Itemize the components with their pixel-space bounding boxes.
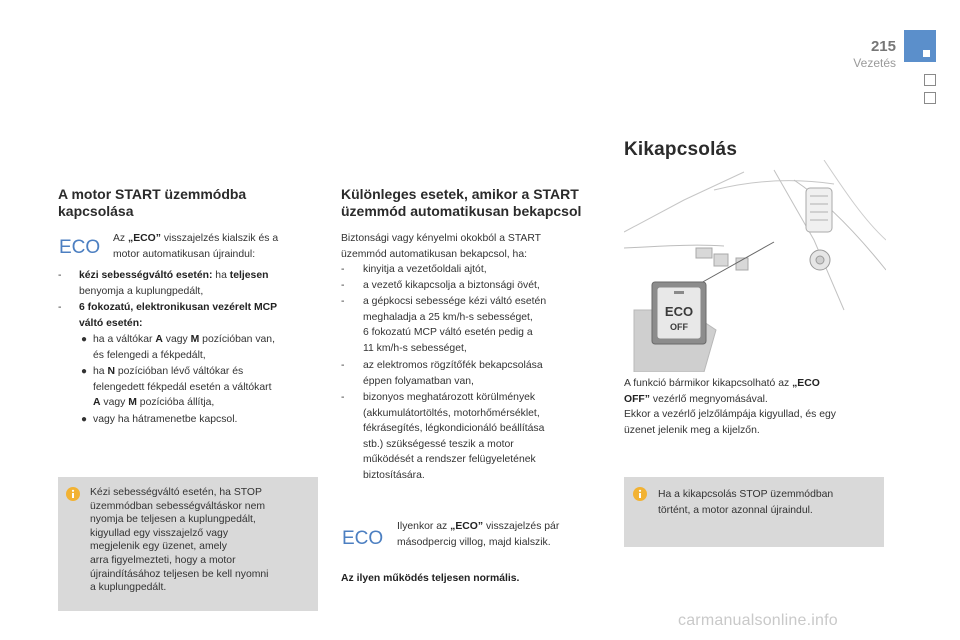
dash: - bbox=[341, 296, 345, 307]
col2-item-5: bizonyos meghatározott körülmények (akkumulátortöltés, motorhőmérséklet, fékrásegítés, légkondicionáló beállítása stb.) szükségessé teszik a motor működését a rendszer felügyeletének biztosítására. bbox=[363, 392, 545, 481]
col3-info-text: Ha a kikapcsolás STOP üzemmódban történt, a motor azonnal újraindul. bbox=[658, 489, 834, 516]
bullet: ● bbox=[81, 334, 88, 345]
dash: - bbox=[341, 392, 345, 403]
col2-item-2: a vezető kikapcsolja a biztonsági övét, bbox=[363, 280, 540, 291]
dash: - bbox=[341, 280, 345, 291]
col2-title: Különleges esetek, amikor a START üzemmód automatikusan bekapcsol bbox=[341, 186, 582, 219]
dash: - bbox=[58, 270, 62, 281]
dashboard-illustration bbox=[624, 160, 886, 372]
col3-title: Kikapcsolás bbox=[624, 139, 738, 160]
col2-intro: Biztonsági vagy kényelmi okokból a START üzemmód automatikusan bekapcsol, ha: bbox=[341, 233, 542, 260]
col1-item-manual: kézi sebességváltó esetén: ha teljesen benyomja a kuplungpedált, bbox=[79, 270, 269, 297]
col1-info-text: Kézi sebességváltó esetén, ha STOP üzemmódban sebességváltáskor nem nyomja be teljesen a kuplungpedált, kigyullad egy visszajelző vagy megjelenik egy üzenet, amely arra figyelmezteti, hogy a motor újraindításához teljesen be kell nyomni a kuplungpedált. bbox=[90, 487, 269, 594]
col2-item-3: a gépkocsi sebessége kézi váltó esetén meghaladja a 25 km/h-s sebességet, 6 fokozatú MCP váltó esetén pedig a 11 km/h-s sebességet, bbox=[363, 296, 547, 354]
col1-subitem-1: ha a váltókar A vagy M pozícióban van, és felengedi a fékpedált, bbox=[93, 334, 275, 361]
dash: - bbox=[341, 264, 345, 275]
page-number: 215 bbox=[870, 38, 896, 55]
dash: - bbox=[58, 302, 62, 313]
section-title: Vezetés bbox=[853, 56, 896, 70]
svg-text:ECO: ECO bbox=[59, 237, 101, 257]
tab-box-1 bbox=[924, 74, 936, 86]
tab-box-2 bbox=[924, 92, 936, 104]
col1-info-box bbox=[58, 477, 318, 611]
col3-info-box bbox=[624, 477, 884, 547]
col1-subitem-2: ha N pozícióban lévő váltókar és felengedett fékpedál esetén a váltókart A vagy M pozícióba állítja, bbox=[93, 366, 272, 408]
col2-item-4: az elektromos rögzítőfék bekapcsolása éppen folyamatban van, bbox=[363, 360, 543, 387]
off-button-label: OFF bbox=[670, 322, 688, 332]
info-icon bbox=[66, 487, 80, 501]
col2-eco-text: Ilyenkor az „ECO” visszajelzés pár másodpercig villog, majd kialszik. bbox=[397, 521, 560, 548]
bullet: ● bbox=[81, 366, 88, 377]
svg-text:ECO: ECO bbox=[342, 528, 384, 548]
watermark: carmanualsonline.info bbox=[678, 612, 838, 629]
col2-footer: Az ilyen működés teljesen normális. bbox=[341, 573, 520, 584]
eco-logo-icon bbox=[58, 235, 106, 257]
chapter-tab bbox=[904, 30, 936, 62]
col1-subitem-3: vagy ha hátramenetbe kapcsol. bbox=[93, 414, 238, 425]
tab-dot bbox=[923, 50, 930, 57]
eco-logo-icon bbox=[341, 526, 389, 548]
col1-intro: Az „ECO” visszajelzés kialszik és a motor automatikusan újraindul: bbox=[113, 233, 279, 260]
col2-item-1: kinyitja a vezetőoldali ajtót, bbox=[363, 264, 487, 275]
eco-button-label: ECO bbox=[664, 304, 694, 319]
col1-item-mcp: 6 fokozatú, elektronikusan vezérelt MCP váltó esetén: bbox=[79, 302, 278, 329]
dash: - bbox=[341, 360, 345, 371]
info-icon bbox=[633, 487, 647, 501]
col3-description: A funkció bármikor kikapcsolható az „ECO OFF” vezérlő megnyomásával. Ekkor a vezérlő jelzőlámpája kigyullad, és egy üzenet jelenik meg a kijelzőn. bbox=[624, 378, 836, 436]
bullet: ● bbox=[81, 414, 88, 425]
col1-title: A motor START üzemmódba kapcsolása bbox=[58, 186, 247, 219]
